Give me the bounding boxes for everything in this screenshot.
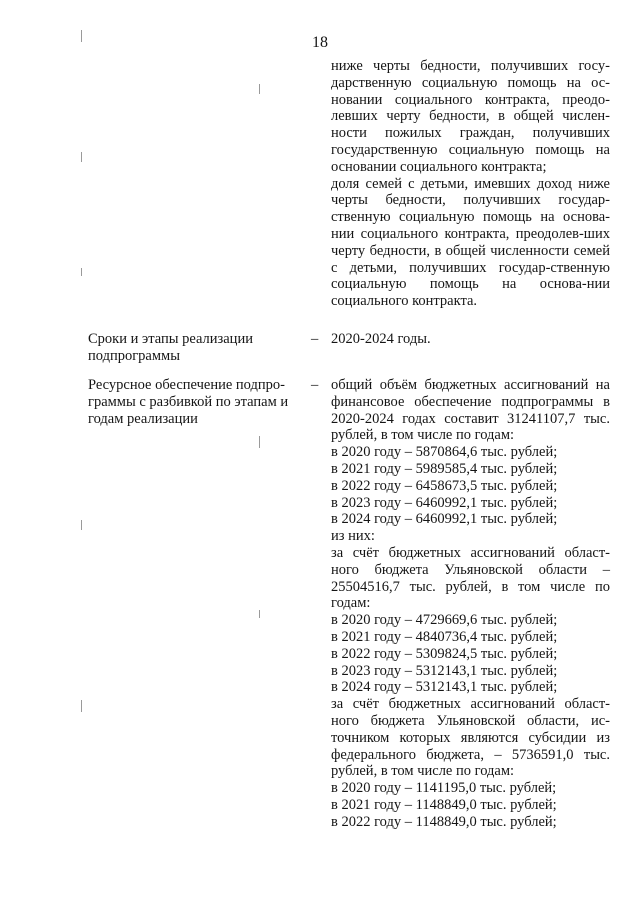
row-dash-funding: – xyxy=(311,377,319,393)
federal-subsidy-intro: за счёт бюджетных ассигнований област-ного бюджета Ульяновской области, ис-точником которых являются субсидии из федерального бюджета, – 5736591,0 тыс. рублей, в том числе по годам: xyxy=(331,696,610,780)
scan-artifact-left xyxy=(81,30,82,42)
total-year-2022: в 2022 году – 6458673,5 тыс. рублей; xyxy=(331,477,558,494)
scan-artifact-center xyxy=(259,610,260,618)
regional-year-2021: в 2021 году – 4840736,4 тыс. рублей; xyxy=(331,628,558,645)
total-year-2021: в 2021 году – 5989585,4 тыс. рублей; xyxy=(331,460,558,477)
scan-artifact-center xyxy=(259,436,260,448)
regional-year-2020: в 2020 году – 4729669,6 тыс. рублей; xyxy=(331,612,558,629)
paragraph-elderly-share: ниже черты бедности, получивших госу-дарственную социальную помощь на ос-новании социального контракта, преодо-левших черту бедности, в общей числен-ности пожилых граждан, получивших государственную социальную помощь на основании социального контракта; xyxy=(331,58,610,175)
scan-artifact-left xyxy=(81,268,82,276)
continued-paragraphs xyxy=(331,58,610,310)
federal-year-2021: в 2021 году – 1148849,0 тыс. рублей; xyxy=(331,796,557,813)
scan-artifact-left xyxy=(81,152,82,162)
total-year-2020: в 2020 году – 5870864,6 тыс. рублей; xyxy=(331,444,558,461)
row-value-funding xyxy=(331,377,610,831)
federal-year-2022: в 2022 году – 1148849,0 тыс. рублей; xyxy=(331,813,557,830)
scan-artifact-center xyxy=(259,84,260,94)
funding-total-intro: общий объём бюджетных ассигнований на финансовое обеспечение подпрограммы в 2020-2024 годах составит 31241107,7 тыс. рублей, в том числе по годам: xyxy=(331,377,610,444)
regional-year-2023: в 2023 году – 5312143,1 тыс. рублей; xyxy=(331,662,558,679)
regional-budget-intro: за счёт бюджетных ассигнований област-ного бюджета Ульяновской области – 25504516,7 тыс. рублей, в том числе по годам: xyxy=(331,544,610,612)
page-number: 18 xyxy=(312,34,328,51)
paragraph-families-share: доля семей с детьми, имевших доход ниже черты бедности, получивших государ-ственную социальную помощь на основа-нии социального контракта, преодолев-ших черту бедности, в общей численности семей с детьми, получивших государ-ственную социальную помощь на основа-нии социального контракта. xyxy=(331,175,610,310)
row-label-timeline: Сроки и этапы реализации подпрограммы xyxy=(88,331,253,364)
regional-year-2022: в 2022 году – 5309824,5 тыс. рублей; xyxy=(331,645,558,662)
federal-year-2020: в 2020 году – 1141195,0 тыс. рублей; xyxy=(331,780,557,797)
scan-artifact-left xyxy=(81,520,82,530)
of-which-label: из них: xyxy=(331,528,375,545)
row-value-timeline: 2020-2024 годы. xyxy=(331,331,431,347)
row-dash-timeline: – xyxy=(311,331,319,347)
scan-artifact-left xyxy=(81,700,82,712)
total-year-2024: в 2024 году – 6460992,1 тыс. рублей; xyxy=(331,511,558,528)
total-year-2023: в 2023 году – 6460992,1 тыс. рублей; xyxy=(331,494,558,511)
row-label-funding: Ресурсное обеспечение подпро-граммы с разбивкой по этапам и годам реализации xyxy=(88,377,289,427)
regional-year-2024: в 2024 году – 5312143,1 тыс. рублей; xyxy=(331,679,558,696)
